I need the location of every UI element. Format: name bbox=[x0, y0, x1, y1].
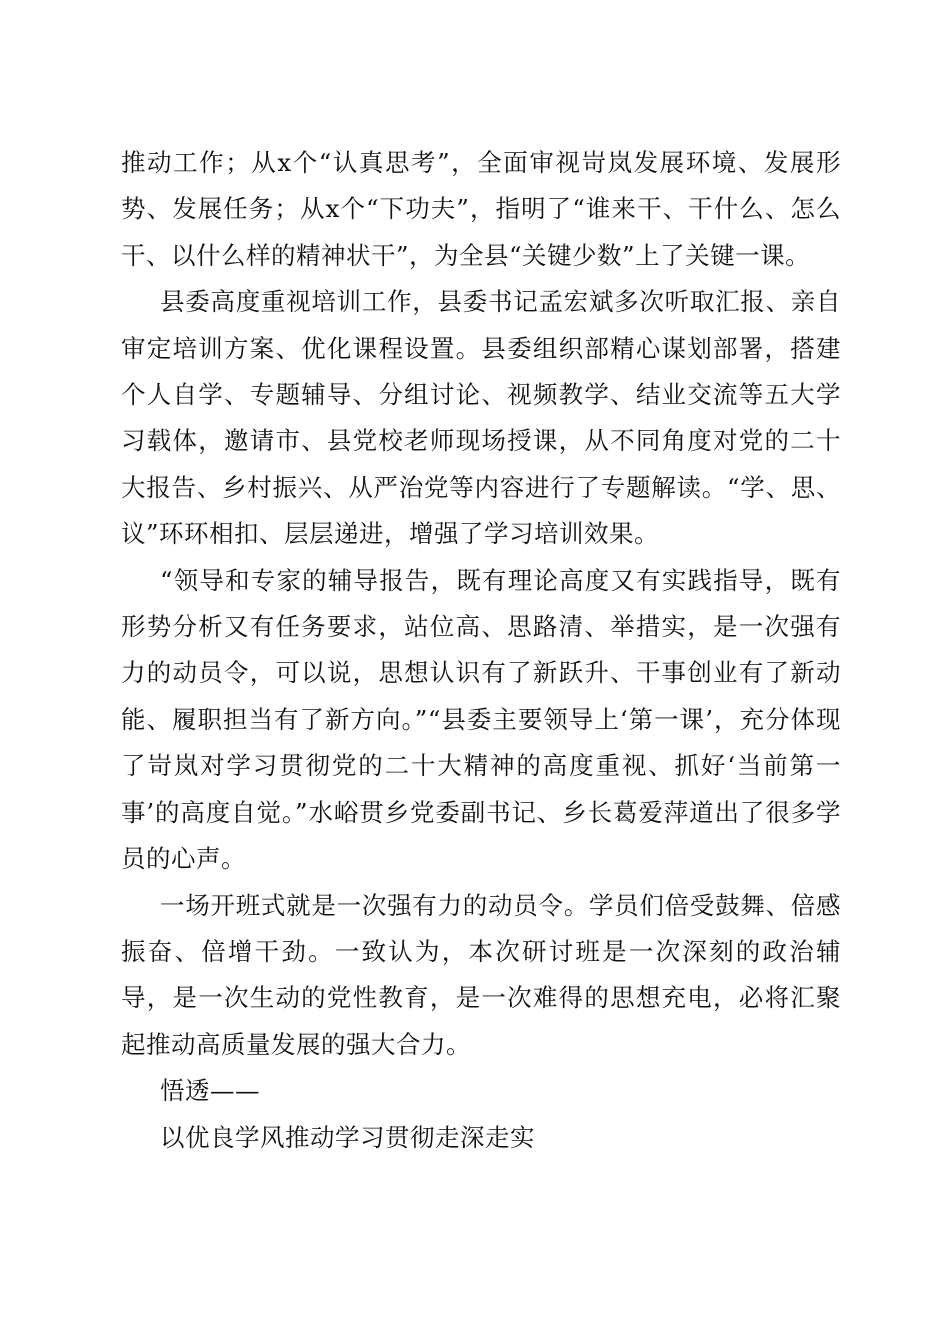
paragraph-2: 县委高度重视培训工作，县委书记孟宏斌多次听取汇报、亲自审定培训方案、优化课程设置。县委组织部精心谋划部署，搭建个人自学、专题辅导、分组讨论、视频教学、结业交流等五大学习载体，邀请市、县党校老师现场授课，从不同角度对党的二十大报告、乡村振兴、从严治党等内容进行了专题解读。“学、思、议”环环相扣、层层递进，增强了学习培训效果。 bbox=[121, 287, 841, 549]
paragraph-4: 一场开班式就是一次强有力的动员令。学员们倍受鼓舞、倍感振奋、倍增干劲。一致认为，本次研讨班是一次深刻的政治辅导，是一次生动的党性教育，是一次难得的思想充电，必将汇聚起推动高质量发展的强大合力。 bbox=[121, 890, 841, 1059]
document-body bbox=[121, 140, 841, 1161]
section-label: 悟透—— bbox=[160, 1076, 260, 1106]
section-title: 以优良学风推动学习贯彻走深走实 bbox=[160, 1122, 535, 1152]
paragraph-3: “领导和专家的辅导报告，既有理论高度又有实践指导，既有形势分析又有任务要求，站位高、思路清、举措实，是一次强有力的动员令，可以说，思想认识有了新跃升、干事创业有了新动能、履职担当有了新方向。”“县委主要领导上‘第一课’，充分体现了岢岚对学习贯彻党的二十大精神的高度重视、抓好‘当前第一事’的高度自觉。”水峪贯乡党委副书记、乡长葛爱萍道出了很多学员的心声。 bbox=[121, 565, 841, 874]
paragraph-1: 推动工作；从x个“认真思考”，全面审视岢岚发展环境、发展形势、发展任务；从x个“下功夫”，指明了“谁来干、干什么、怎么干、以什么样的精神状干”，为全县“关键少数”上了关键一课。 bbox=[121, 148, 841, 270]
